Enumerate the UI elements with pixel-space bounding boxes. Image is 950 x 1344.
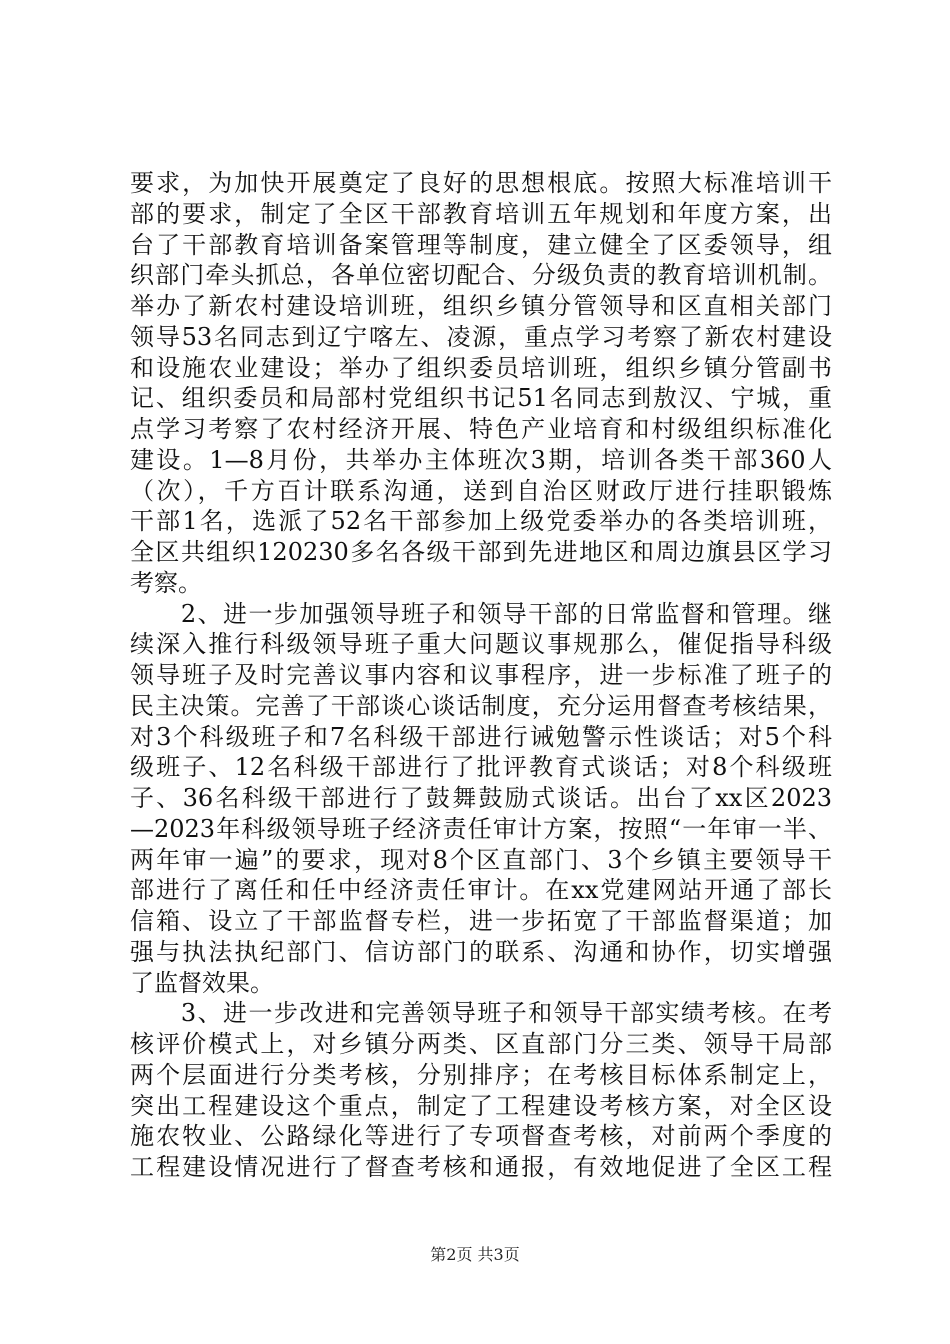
text-line: （次），千方百计联系沟通，送到自治区财政厅进行挂职锻炼 (130, 476, 832, 505)
text-line: 信箱、设立了干部监督专栏，进一步拓宽了干部监督渠道；加 (130, 907, 832, 935)
text-line: 要求，为加快开展奠定了良好的思想根底。按照大标准培训干 (130, 169, 832, 197)
text-line: 子、36名科级干部进行了鼓舞鼓励式谈话。出台了xx区2023 (130, 784, 832, 812)
document-body (130, 168, 832, 1183)
page-number-footer: 第2页 共3页 (430, 1245, 520, 1264)
text-line: 突出工程建设这个重点，制定了工程建设考核方案，对全区设 (130, 1091, 832, 1120)
text-line: 考察。 (130, 568, 202, 597)
text-line: 核评价模式上，对乡镇分两类、区直部门分三类、领导干局部 (130, 1030, 832, 1058)
text-line: 2、进一步加强领导班子和领导干部的日常监督和管理。继 (130, 599, 832, 628)
text-line: 部进行了离任和任中经济责任审计。在xx党建网站开通了部长 (130, 876, 832, 905)
text-line: 工程建设情况进行了督查考核和通报，有效地促进了全区工程 (130, 1153, 832, 1181)
text-line: 领导53名同志到辽宁喀左、凌源，重点学习考察了新农村建设 (130, 322, 832, 351)
text-line: 两年审一遍”的要求，现对8个区直部门、3个乡镇主要领导干 (130, 845, 832, 874)
text-line: 两个层面进行分类考核，分别排序；在考核目标体系制定上， (130, 1060, 832, 1089)
text-line: 民主决策。完善了干部谈心谈话制度，充分运用督查考核结果， (130, 691, 832, 720)
text-line: 记、组织委员和局部村党组织书记51名同志到敖汉、宁城，重 (130, 384, 832, 413)
text-line: 台了干部教育培训备案管理等制度，建立健全了区委领导，组 (130, 230, 832, 259)
text-line: 织部门牵头抓总，各单位密切配合、分级负责的教育培训机制。 (130, 261, 832, 290)
text-line: 3、进一步改进和完善领导班子和领导干部实绩考核。在考 (130, 999, 832, 1028)
text-line: 对3个科级班子和7名科级干部进行诫勉警示性谈话；对5个科 (130, 722, 832, 751)
text-line: 部的要求，制定了全区干部教育培训五年规划和年度方案，出 (130, 199, 832, 228)
text-line: 举办了新农村建设培训班，组织乡镇分管领导和区直相关部门 (130, 292, 832, 320)
text-line: 领导班子及时完善议事内容和议事程序，进一步标准了班子的 (130, 661, 832, 689)
text-line: 强与执法执纪部门、信访部门的联系、沟通和协作，切实增强 (130, 937, 832, 966)
text-line: 建设。1—8月份，共举办主体班次3期，培训各类干部360人 (130, 445, 832, 474)
text-line: 了监督效果。 (130, 968, 274, 997)
text-line: 点学习考察了农村经济开展、特色产业培育和村级组织标准化 (130, 415, 832, 443)
text-line: —2023年科级领导班子经济责任审计方案，按照“一年审一半、 (130, 814, 832, 843)
text-line: 全区共组织120230多名各级干部到先进地区和周边旗县区学习 (130, 538, 832, 566)
text-line: 干部1名，选派了52名干部参加上级党委举办的各类培训班， (130, 507, 832, 536)
text-line: 和设施农业建设；举办了组织委员培训班，组织乡镇分管副书 (130, 353, 832, 382)
text-line: 续深入推行科级领导班子重大问题议事规那么，催促指导科级 (130, 630, 832, 659)
text-line: 施农牧业、公路绿化等进行了专项督查考核，对前两个季度的 (130, 1122, 832, 1151)
text-line: 级班子、12名科级干部进行了批评教育式谈话；对8个科级班 (130, 753, 832, 782)
